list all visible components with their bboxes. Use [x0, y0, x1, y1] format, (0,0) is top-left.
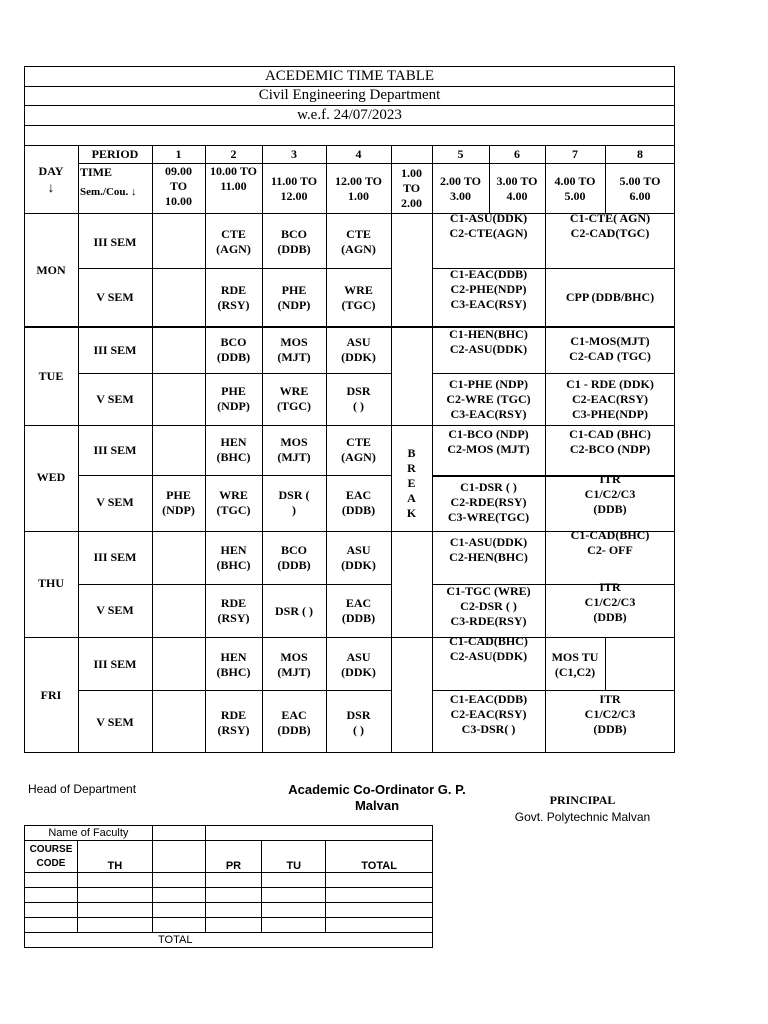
period-label: PERIOD	[91, 147, 139, 161]
timetable-title: ACEDEMIC TIME TABLE	[264, 68, 435, 84]
period-number: 2	[230, 147, 237, 161]
slot-p3: MOS (MJT)	[277, 335, 311, 364]
slot-p3: MOS (MJT)	[277, 650, 311, 679]
principal-label: PRINCIPAL	[549, 793, 616, 807]
faculty-load-table	[24, 825, 433, 948]
slot-afternoon-b: C1-MOS(MJT) C2-CAD (TGC)	[569, 334, 651, 363]
period-number: 1	[175, 147, 182, 161]
slot-afternoon-a: C1-HEN(BHC) C2-ASU(DDK)	[449, 327, 528, 356]
time-slot: 11.00 TO 12.00	[270, 174, 318, 203]
institute-name: Govt. Polytechnic Malvan	[514, 810, 651, 824]
slot-p4: ASU (DDK)	[341, 335, 376, 364]
slot-afternoon-b: C1-CTE( AGN) C2-CAD(TGC)	[569, 211, 651, 240]
table-row	[25, 918, 433, 933]
slot-afternoon-a: C1-DSR ( ) C2-RDE(RSY) C3-WRE(TGC)	[447, 480, 530, 524]
slot-p3: DSR ( )	[275, 604, 313, 618]
slot-afternoon-a: C1-ASU(DDK) C2-CTE(AGN)	[449, 211, 528, 240]
table-row	[25, 903, 433, 918]
total-row-label: TOTAL	[25, 933, 433, 948]
slot-afternoon-a: C1-TGC (WRE) C2-DSR ( ) C3-RDE(RSY)	[446, 584, 531, 628]
slot-p2: RDE (RSY)	[217, 708, 250, 737]
academic-coordinator-label: Academic Co-Ordinator G. P. Malvan	[288, 782, 466, 813]
day-label: TUE	[38, 369, 64, 383]
faculty-name-cell	[152, 826, 205, 841]
slot-afternoon-a: C1-CAD(BHC) C2-ASU(DDK)	[449, 634, 528, 663]
slot-p3: BCO (DDB)	[277, 227, 311, 256]
slot-p4: EAC (DDB)	[341, 596, 376, 625]
slot-p4: DSR ( )	[346, 708, 371, 737]
time-slot: 3.00 TO 4.00	[496, 174, 538, 203]
slot-p2: PHE (NDP)	[217, 384, 250, 413]
semester-label: V SEM	[96, 392, 134, 406]
day-label: FRI	[40, 688, 62, 702]
slot-p4: EAC (DDB)	[341, 488, 376, 517]
slot-p4: CTE (AGN)	[341, 435, 376, 464]
table-row	[25, 873, 433, 888]
slot-afternoon-b: C1 - RDE (DDK) C2-EAC(RSY) C3-PHE(NDP)	[566, 377, 654, 421]
slot-afternoon-b: ITR C1/C2/C3 (DDB)	[584, 692, 636, 736]
day-label: WED	[36, 470, 66, 484]
period-number: 4	[355, 147, 362, 161]
period-number: 3	[291, 147, 297, 161]
slot-p2: HEN (BHC)	[216, 543, 251, 572]
slot-afternoon-a: C1-EAC(DDB) C2-PHE(NDP) C3-EAC(RSY)	[449, 267, 528, 311]
slot-afternoon-a: C1-ASU(DDK) C2-HEN(BHC)	[449, 535, 528, 564]
slot-afternoon-b: C1-CAD (BHC) C2-BCO (NDP)	[569, 427, 651, 456]
tu-label: TU	[262, 841, 326, 873]
th-label: TH	[77, 841, 152, 873]
down-arrow-icon: ↓	[47, 181, 55, 196]
slot-p2: RDE (RSY)	[217, 596, 250, 625]
semester-label: III SEM	[93, 235, 137, 249]
slot-p2: BCO (DDB)	[216, 335, 251, 364]
time-label: TIME	[80, 165, 113, 179]
slot-p4: CTE (AGN)	[341, 227, 376, 256]
time-slot: 5.00 TO 6.00	[619, 174, 661, 203]
time-slot: 10.00 TO 11.00	[210, 164, 257, 193]
department-name: Civil Engineering Department	[258, 87, 441, 103]
time-slot: 4.00 TO 5.00	[554, 174, 596, 203]
slot-p3: BCO (DDB)	[277, 543, 311, 572]
break-column: B R E A K	[406, 446, 417, 520]
slot-afternoon-a: C1-BCO (NDP) C2-MOS (MJT)	[447, 427, 530, 456]
slot-p2: CTE (AGN)	[216, 227, 251, 256]
period-number: 7	[572, 147, 578, 161]
slot-p2: HEN (BHC)	[216, 435, 251, 464]
slot-p3: DSR ( )	[278, 488, 310, 517]
slot-p4: WRE (TGC)	[341, 283, 376, 312]
time-slot: 12.00 TO 1.00	[335, 174, 382, 203]
slot-p4: ASU (DDK)	[341, 650, 376, 679]
semester-label: III SEM	[93, 343, 137, 357]
slot-afternoon-a: C1-PHE (NDP) C2-WRE (TGC) C3-EAC(RSY)	[446, 377, 531, 421]
slot-p2: RDE (RSY)	[217, 283, 250, 312]
course-code-label: COURSE CODE	[25, 841, 78, 873]
th-blank	[152, 841, 205, 873]
semester-label: III SEM	[93, 657, 137, 671]
day-label: THU	[37, 576, 64, 590]
period-number: 8	[637, 147, 643, 161]
slot-afternoon-b: CPP (DDB/BHC)	[565, 290, 655, 304]
effective-date: w.e.f. 24/07/2023	[297, 107, 402, 123]
slot-p3: EAC (DDB)	[277, 708, 311, 737]
faculty-name-value	[205, 826, 432, 841]
semester-label: V SEM	[96, 715, 134, 729]
slot-p3: WRE (TGC)	[277, 384, 311, 413]
time-slot: 09.00 TO 10.00	[165, 164, 192, 208]
time-slot: 2.00 TO 3.00	[440, 174, 481, 203]
slot-p1: PHE (NDP)	[162, 488, 195, 517]
total-column-label: TOTAL	[326, 841, 433, 873]
slot-p4: DSR ( )	[346, 384, 371, 413]
slot-p4: ASU (DDK)	[341, 543, 376, 572]
slot-afternoon-b: C1-CAD(BHC) C2- OFF	[570, 528, 650, 557]
semester-label: III SEM	[93, 443, 137, 457]
head-of-department-label: Head of Department	[28, 782, 137, 796]
semester-label: V SEM	[96, 603, 134, 617]
pr-label: PR	[205, 841, 262, 873]
slot-p2: HEN (BHC)	[216, 650, 251, 679]
period-number: 6	[514, 147, 520, 161]
period-number: 5	[457, 147, 464, 161]
semester-label: V SEM	[96, 495, 134, 509]
slot-p2: WRE (TGC)	[216, 488, 251, 517]
slot-afternoon-b: ITR C1/C2/C3 (DDB)	[584, 472, 636, 516]
day-label: MON	[36, 263, 66, 277]
name-of-faculty-label: Name of Faculty	[25, 826, 153, 841]
slot-afternoon-b: ITR C1/C2/C3 (DDB)	[584, 580, 636, 624]
slot-p3: PHE (NDP)	[277, 283, 311, 312]
time-slot: 1.00 TO 2.00	[401, 166, 422, 210]
semester-label: III SEM	[93, 550, 137, 564]
slot-afternoon-a: C1-EAC(DDB) C2-EAC(RSY) C3-DSR( )	[449, 692, 528, 736]
semester-label: V SEM	[96, 290, 134, 304]
day-header: DAY	[38, 164, 64, 178]
slot-p3: MOS (MJT)	[277, 435, 311, 464]
slot-afternoon-b: MOS TU (C1,C2)	[551, 650, 599, 679]
semester-course-label: Sem./Cou. ↓	[80, 186, 137, 198]
table-row	[25, 888, 433, 903]
